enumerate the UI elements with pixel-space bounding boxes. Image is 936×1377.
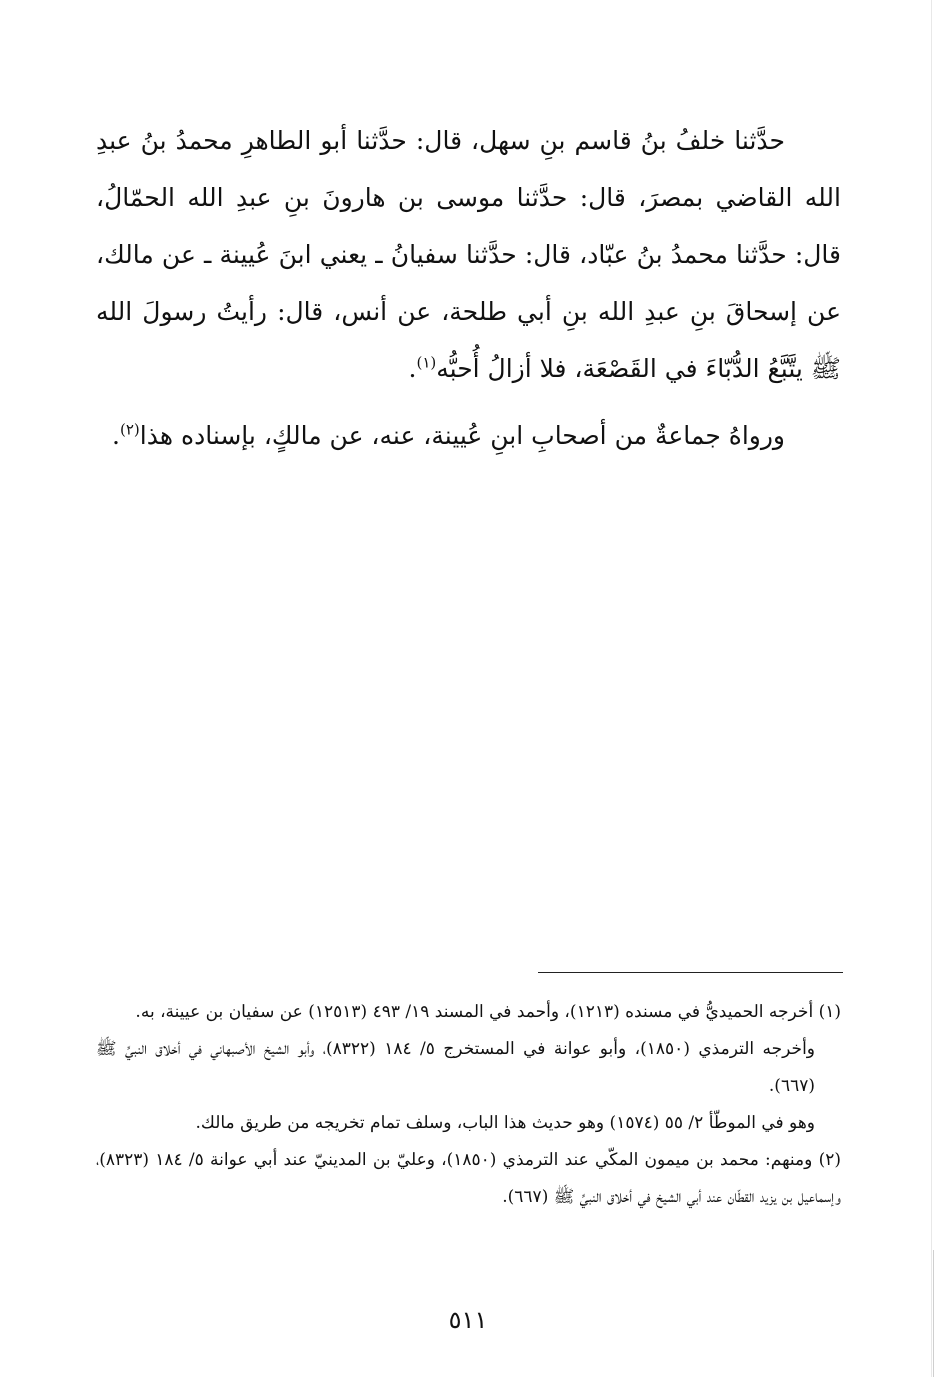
- page-number: ٥١١: [448, 1306, 488, 1334]
- footnotes: [96, 994, 841, 1216]
- main-text: [96, 112, 841, 464]
- period: .: [408, 354, 417, 383]
- page-edge-lower: [933, 1250, 934, 1377]
- period: .: [112, 421, 120, 450]
- hadith-text: حدَّثنا خلفُ بنُ قاسم بنِ سهل، قال: حدَّثنا أبو الطاهرِ محمدُ بنُ عبدِ الله القاضي بمصرَ، قال: حدَّثنا موسى بن هارونَ بنِ عبدِ الله الحمّالُ، قال: حدَّثنا محمدُ بنُ عبّاد، قال: حدَّثنا سفيانُ ـ يعني ابنَ عُيينة ـ عن مالك، عن إسحاقَ بنِ عبدِ الله بنِ أبي طلحة، عن أنس، قال: رأيتُ رسولَ الله ﷺ يتَّبَّعُ الدُّبّاءَ في القَصْعَة، فلا أزالُ أُحبُّه: [96, 126, 841, 383]
- footnote-2: (٢) ومنهم: محمد بن ميمون المكّي عند الترمذي (١٨٥٠)، وعليّ بن المدينيّ عند أبي عوانة ٥/ ١٨٤ (٨٣٢٣)، وإسماعيل بن يزيد القطّان عند أبي الشيخ في أخلاق النبيِّ ﷺ (٦٦٧).: [96, 1150, 841, 1207]
- footnote-1-line-3: وهو في الموطّأ ٢/ ٥٥ (١٥٧٤) وهو حديث هذا الباب، وسلف تمام تخريجه من طريق مالك.: [195, 1113, 815, 1133]
- footnote-1-line-1: (١) أخرجه الحميديُّ في مسنده (١٢١٣)، وأحمد في المسند ١٩/ ٤٩٣ (١٢٥١٣) عن سفيان بن عيينة، به.: [135, 1002, 841, 1022]
- narration-text: ورواهُ جماعةٌ من أصحابِ ابنِ عُيينة، عنه، عن مالكٍ، بإسناده هذا: [139, 421, 785, 450]
- footnote-divider: [538, 972, 843, 973]
- footnote-ref-1: (١): [416, 353, 437, 372]
- footnote-1-line-2: وأخرجه الترمذي (١٨٥٠)، وأبو عوانة في المستخرج ٥/ ١٨٤ (٨٣٢٢)، وأبو الشيخ الأصبهاني في أخلاق النبيِّ ﷺ (٦٦٧).: [96, 1039, 815, 1096]
- footnote-ref-2: (٢): [119, 420, 140, 439]
- hadith-paragraph: [96, 112, 841, 397]
- narration-paragraph: [96, 407, 841, 464]
- page-edge: [931, 0, 932, 1377]
